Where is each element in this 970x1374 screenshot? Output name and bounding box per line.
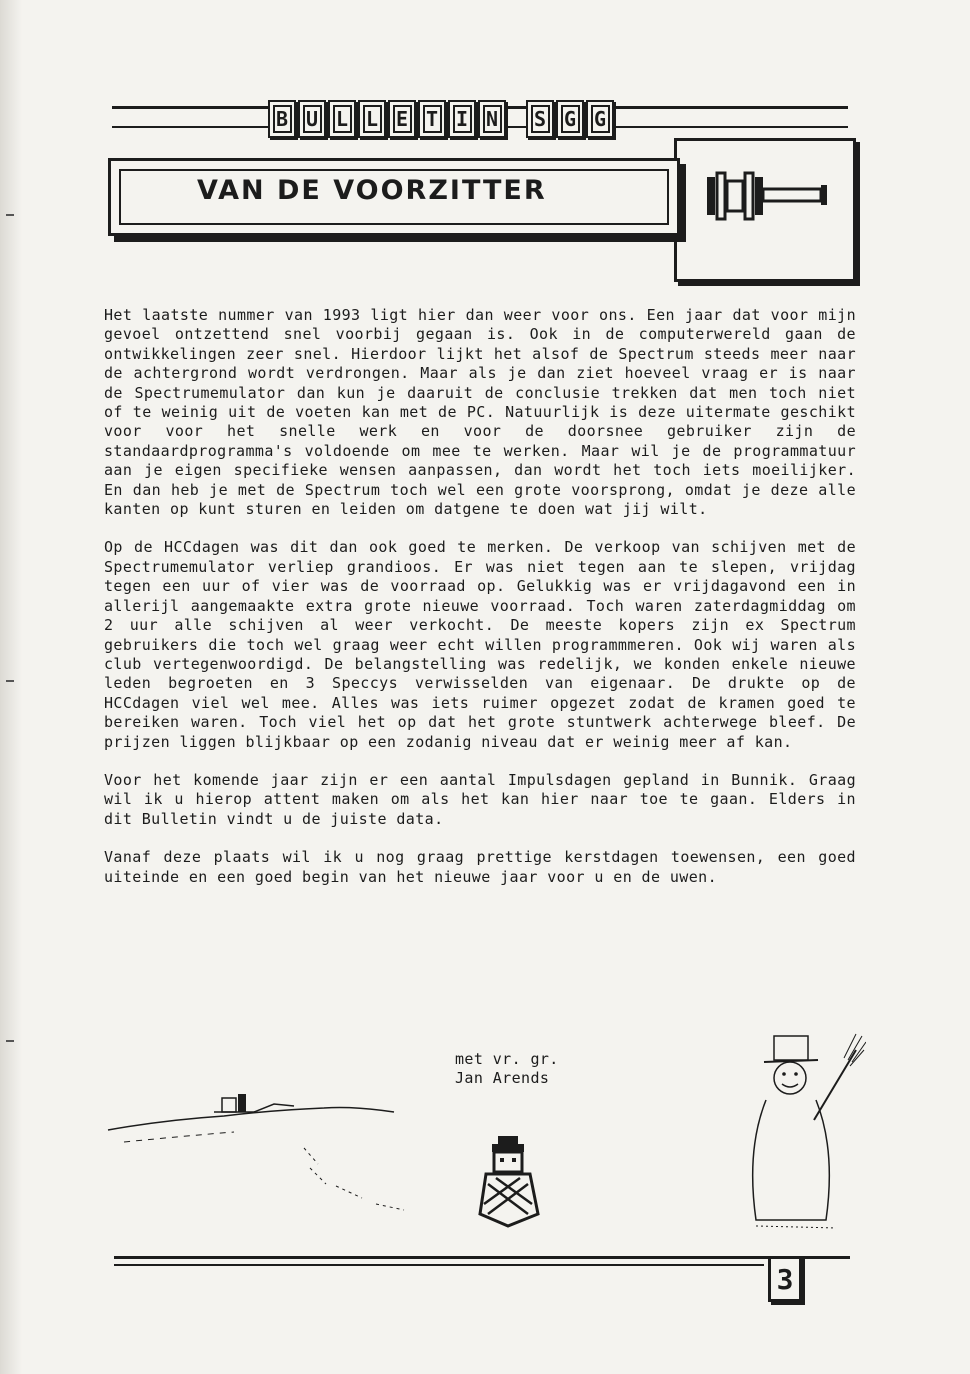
margin-mark [6, 1040, 14, 1042]
section-title-box [108, 158, 680, 236]
footer-rule [114, 1256, 850, 1259]
logo-letter: B [268, 100, 296, 138]
logo-letter: L [358, 100, 386, 138]
logo-letter: N [478, 100, 506, 138]
section-title: VAN DE VOORZITTER [197, 175, 547, 206]
page-edge-shadow [0, 0, 22, 1374]
logo-letter: L [328, 100, 356, 138]
winter-landscape-illustration [104, 1086, 464, 1226]
gavel-icon [705, 161, 829, 231]
margin-mark [6, 680, 14, 682]
logo-letter: T [418, 100, 446, 138]
paragraph: Voor het komende jaar zijn er een aantal Impulsdagen gepland in Bunnik. Graag wil ik u hierop attent maken om als het kan hier naar toe te gaan. Elders in dit Bulletin vindt u de juiste data. [104, 770, 856, 828]
logo-letter: U [298, 100, 326, 138]
logo-letter: I [448, 100, 476, 138]
snowman-illustration [716, 1030, 866, 1236]
margin-mark [6, 214, 14, 216]
gnome-illustration [476, 1134, 542, 1228]
bulletin-logo [268, 100, 614, 138]
footer-rule [114, 1264, 764, 1266]
page-number: 3 [768, 1256, 802, 1302]
signoff-greeting: met vr. gr. [455, 1050, 559, 1068]
logo-letter: G [556, 100, 584, 138]
paragraph: Op de HCCdagen was dit dan ook goed te merken. De verkoop van schijven met de Spectrumemulator verliep grandioos. Er was niet tegen aan te slepen, vrijdag tegen een uur of vier was de voorraad op. Gelukkig was er vrijdagavond een in allerijl aangemaakte extra grote nieuwe voorraad. Toch waren zaterdagmiddag om 2 uur alle schijven al weer verkocht. De meeste kopers zijn ex Spectrum gebruikers die toch wel graag weer echt willen programmmeren. Ook wij waren als club vertegenwoordigd. De belangstelling was redelijk, we konden enkele nieuwe leden begroeten en 3 Speccys verwisselden van eigenaar. De drukte op de HCCdagen viel wel mee. Alles was iets ruimer opgezet zodat de kramen goed te bereiken waren. Toch viel het op dat het grote stuntwerk achterwege bleef. De prijzen liggen blijkbaar op een zodanig niveau dat er weinig meer af kan. [104, 538, 856, 751]
logo-letter: G [586, 100, 614, 138]
logo-letter: S [526, 100, 554, 138]
paragraph: Het laatste nummer van 1993 ligt hier dan weer voor ons. Een jaar dat voor mijn gevoel ontzettend snel voorbij gegaan is. Ook in de computerwereld gaan de ontwikkelingen zeer snel. Hierdoor lijkt het alsof de Spectrum steeds meer naar de achtergrond wordt verdrongen. Maar als je dan ziet hoeveel vraag er is naar de Spectrumemulator dan kun je daaruit de conclusie trekken dat men toch niet of te weinig uit de voeten kan met de PC. Natuurlijk is deze uitermate geschikt voor voor het snelle werk en voor de doorsnee gebruiker zijn de standaardprogramma's voldoende om mee te werken. Maar wil je de programmatuur aan je eigen specifieke wensen aanpassen, dan wordt het toch iets moeilijker. En dan heb je met de Spectrum toch wel een grote voorsprong, omdat je deze alle kanten op kunt sturen en leiden om datgene te doen wat jij wilt. [104, 306, 856, 519]
logo-letter: E [388, 100, 416, 138]
signoff-name: Jan Arends [455, 1069, 550, 1088]
article-body [104, 306, 856, 887]
gavel-panel [674, 138, 856, 282]
signoff [455, 1050, 559, 1089]
paragraph: Vanaf deze plaats wil ik u nog graag prettige kerstdagen toewensen, een goed uiteinde en een goed begin van het nieuwe jaar voor u en de uwen. [104, 848, 856, 886]
